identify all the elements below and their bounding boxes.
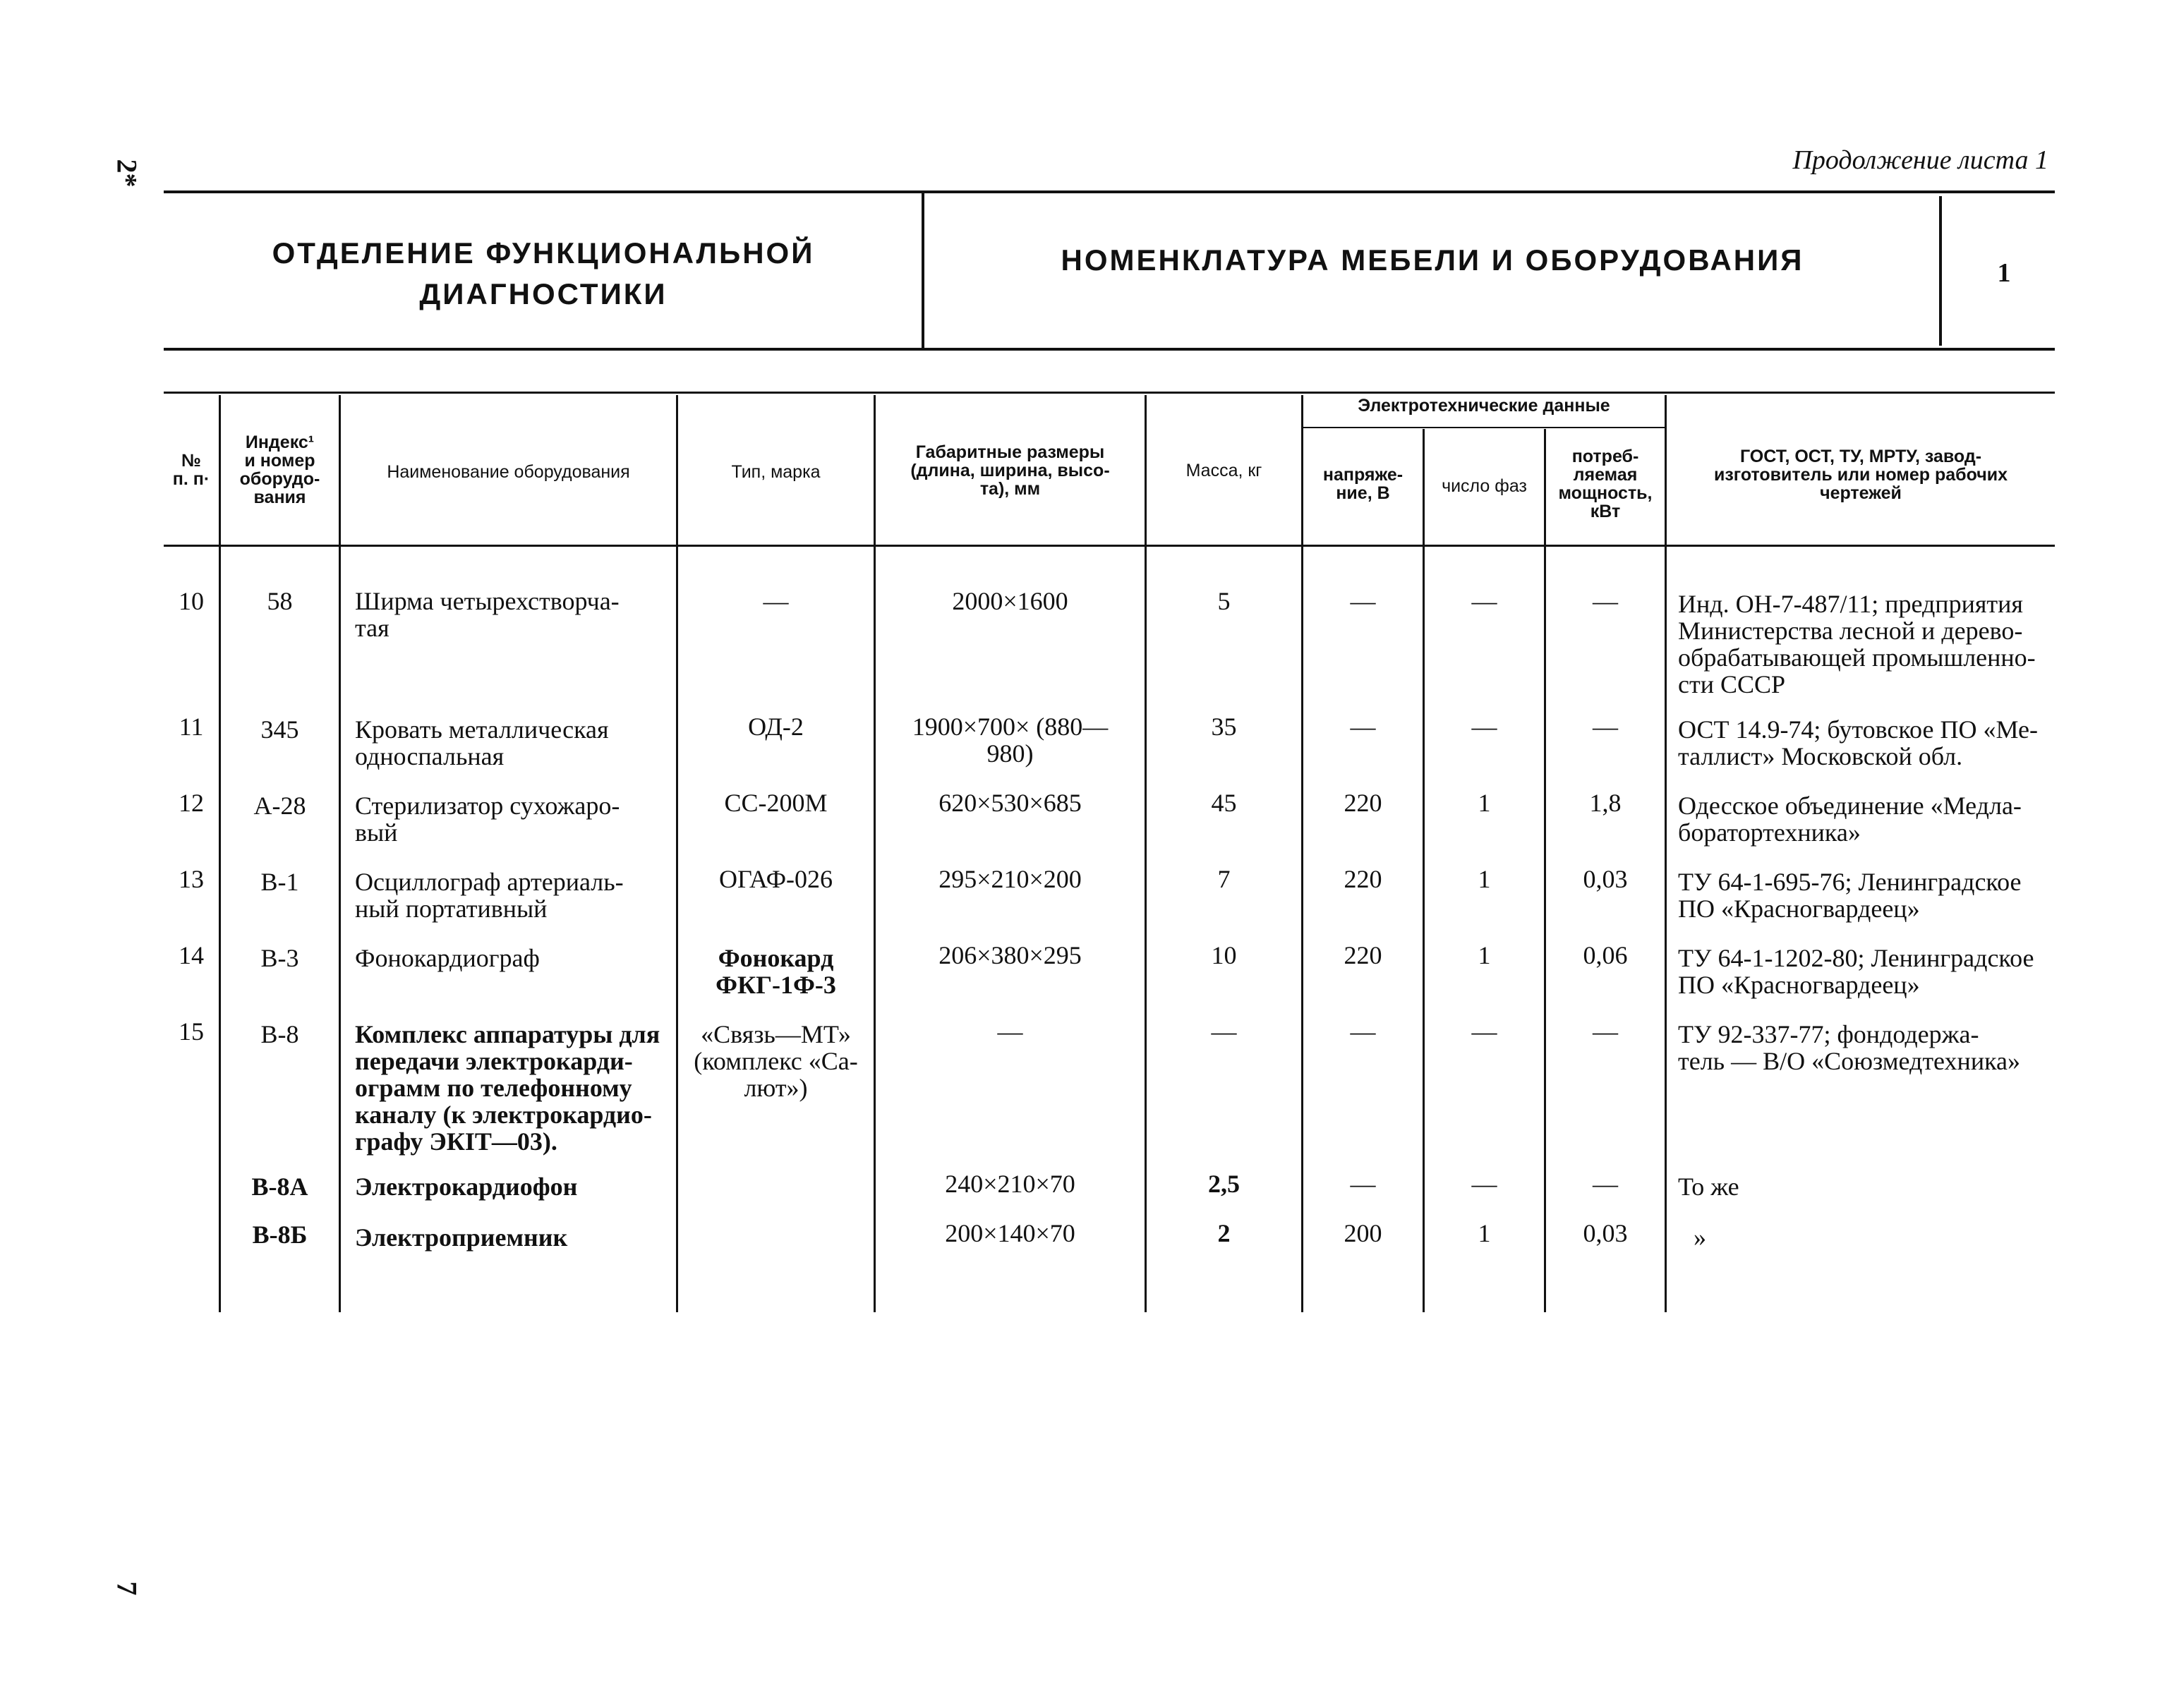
header-index-l2: и номер [244,451,315,471]
header-power [1546,447,1665,521]
row10-mass: 5 [1217,587,1231,615]
header-mass: Масса, кг [1185,461,1262,480]
row11-no: 11 [179,713,204,741]
row14-name [355,945,662,971]
row10-name-l2: тая [355,614,390,642]
row13-name-l1: Осциллограф артериаль- [355,868,624,896]
row10-gost-l1: Инд. ОН-7-487/11; предприятия [1678,590,2023,618]
row14-index: В-3 [260,944,299,972]
row11-gost [1678,716,2059,770]
header-power-l1: потреб- [1571,447,1639,466]
row11-name-l2: односпальная [355,742,505,770]
row15b-gost: » [1694,1223,1706,1252]
row11-gost-l2: таллист» Московской обл. [1678,742,1963,770]
row10-name-l1: Ширма четырехстворча- [355,587,620,615]
row14-type [678,945,874,998]
row13-name [355,868,662,922]
header-gost-l2: изготовитель или номер рабочих [1713,465,2008,485]
row15-name-l5: графу ЭКIТ—03). [355,1127,557,1156]
row15-type [678,1021,874,1101]
row10-gost-l3: обрабатывающей промышленно- [1678,643,2036,672]
row15-no: 15 [179,1017,204,1046]
sheet-number: 1 [1997,258,2011,288]
row15-type-l1: «Связь—МТ» [701,1020,851,1048]
row14-mass: 10 [1211,941,1237,969]
row14-voltage: 220 [1344,941,1382,969]
row15-voltage: — [1350,1017,1376,1046]
row15-power: — [1593,1017,1618,1046]
row14-gost [1678,945,2059,998]
row12-mass: 45 [1211,789,1237,817]
page-number-bottom: 7 [111,1581,143,1596]
row15a-voltage: — [1350,1170,1376,1198]
title-bottom-rule [164,348,2055,351]
col-line-3 [676,395,678,1312]
department-title-line2: ДИАГНОСТИКИ [419,277,668,310]
row11-type: ОД-2 [748,713,804,741]
row13-voltage: 220 [1344,865,1382,893]
header-gost-l3: чертежей [1820,483,1902,503]
row11-dims-l1: 1900×700× (880— [912,713,1109,741]
row12-name-l1: Стерилизатор сухожаро- [355,792,620,820]
header-index [221,433,339,507]
row15-index: В-8 [260,1020,299,1048]
row14-name-l1: Фонокардиограф [355,944,540,972]
row15-gost [1678,1021,2059,1074]
row13-gost-l1: ТУ 64-1-695-76; Ленинградское [1678,868,2022,896]
row15a-phases: — [1471,1170,1497,1198]
row11-name [355,716,662,770]
row10-gost-l2: Министерства лесной и дерево- [1678,617,2023,645]
row14-no: 14 [179,941,204,969]
row12-no: 12 [179,789,204,817]
row15-name-l1: Комплекс аппаратуры для [355,1020,660,1048]
row13-gost-l2: ПО «Красногвардеец» [1678,895,1920,923]
header-dims [876,443,1145,498]
row11-index: 345 [260,715,299,744]
row15b-name: Электроприемник [355,1223,568,1252]
row11-mass: 35 [1211,713,1237,741]
title-divider-1 [922,192,924,349]
row14-power: 0,06 [1583,941,1628,969]
row15-name-l4: каналу (к электрокардио- [355,1101,652,1129]
row15a-power: — [1593,1170,1618,1198]
row11-phases: — [1471,713,1497,741]
title-divider-2 [1939,196,1942,346]
header-power-l3: мощность, [1558,483,1653,503]
row15a-name: Электрокардиофон [355,1173,578,1201]
header-index-l4: вания [253,487,306,507]
row15-mass: — [1211,1017,1237,1046]
row15-gost-l2: тель — В/О «Союзмедтехника» [1678,1047,2021,1075]
row10-no: 10 [179,587,204,615]
col-line-9 [1665,395,1667,1312]
row11-dims [876,713,1145,767]
header-dims-l2: (длина, ширина, высо- [910,461,1110,480]
row15-name-l3: ограмм по телефонному [355,1074,632,1102]
header-voltage-l1: напряже- [1322,465,1404,485]
row12-phases: 1 [1478,789,1491,817]
row12-power: 1,8 [1589,789,1622,817]
row15-name [355,1021,662,1155]
row15a-index: В-8А [251,1173,308,1201]
row14-dims: 206×380×295 [938,941,1082,969]
row15-name-l2: передачи электрокарди- [355,1047,633,1075]
title-top-rule [164,190,2055,193]
table-header-rule [164,545,2055,547]
table-top-rule [164,392,2055,394]
row14-phases: 1 [1478,941,1491,969]
page-number-top: 2* [111,159,143,188]
row14-gost-l1: ТУ 64-1-1202-80; Ленинградское [1678,944,2034,972]
header-power-l4: кВт [1590,502,1621,521]
row13-index: В-1 [260,868,299,896]
row11-gost-l1: ОСТ 14.9-74; бутовское ПО «Ме- [1678,715,2038,744]
row15b-phases: 1 [1478,1219,1491,1247]
header-power-l2: ляемая [1573,465,1638,485]
row11-voltage: — [1350,713,1376,741]
row13-power: 0,03 [1583,865,1628,893]
row15b-index: В-8Б [252,1221,308,1249]
row15a-mass: 2,5 [1208,1170,1240,1198]
header-no [164,452,219,488]
header-index-l1: Индекс¹ [245,432,315,452]
row13-dims: 295×210×200 [938,865,1082,893]
header-no-l2: п. п· [172,469,210,489]
header-voltage [1303,466,1423,502]
header-phases: число фаз [1442,476,1527,496]
row12-gost-l1: Одесское объединение «Медла- [1678,792,2022,820]
department-title [176,233,910,315]
row10-name [355,588,662,641]
row13-gost [1678,868,2059,922]
row12-name-l2: вый [355,818,398,847]
row13-no: 13 [179,865,204,893]
row10-type: — [763,587,789,615]
row15a-dims: 240×210×70 [945,1170,1075,1198]
row10-voltage: — [1350,587,1376,615]
row13-phases: 1 [1478,865,1491,893]
row12-voltage: 220 [1344,789,1382,817]
document-heading: НОМЕНКЛАТУРА МЕБЕЛИ И ОБОРУДОВАНИЯ [1061,243,1804,277]
elec-group-rule [1301,427,1665,428]
header-gost [1667,447,2055,502]
header-name: Наименование оборудования [387,462,630,482]
row10-gost-l4: сти СССР [1678,670,1786,698]
row11-power: — [1593,713,1618,741]
header-elec-group: Электротехнические данные [1358,396,1610,416]
header-no-l1: № [181,451,201,471]
row15-gost-l1: ТУ 92-337-77; фондодержа- [1678,1020,1979,1048]
row10-dims: 2000×1600 [952,587,1068,615]
row10-index: 58 [267,587,293,615]
row15b-dims: 200×140×70 [945,1219,1075,1247]
row15b-power: 0,03 [1583,1219,1628,1247]
row11-name-l1: Кровать металлическая [355,715,609,744]
row12-gost-l2: боратортехника» [1678,818,1861,847]
department-title-line1: ОТДЕЛЕНИЕ ФУНКЦИОНАЛЬНОЙ [272,236,815,269]
row15-type-l3: лют») [744,1074,808,1102]
header-index-l3: оборудо- [239,469,320,489]
continuation-label: Продолжение листа 1 [1792,145,2048,175]
row15b-mass: 2 [1217,1219,1231,1247]
row14-gost-l2: ПО «Красногвардеец» [1678,971,1920,999]
header-voltage-l2: ние, В [1336,483,1390,503]
row15a-gost: То же [1678,1173,1739,1201]
header-dims-l3: та), мм [979,479,1041,499]
row13-name-l2: ный портативный [355,895,548,923]
row10-gost [1678,590,2059,698]
row15-type-l2: (комплекс «Са- [694,1047,858,1075]
row10-phases: — [1471,587,1497,615]
header-gost-l1: ГОСТ, ОСТ, ТУ, МРТУ, завод- [1739,447,1982,466]
row15-dims: — [997,1017,1023,1046]
row15-phases: — [1471,1017,1497,1046]
row14-type-l2: ФКГ-1Ф-3 [716,971,836,999]
row13-type: ОГАФ-026 [718,865,833,893]
row13-mass: 7 [1217,865,1231,893]
col-line-2 [339,395,341,1312]
row15b-voltage: 200 [1344,1219,1382,1247]
row12-type: СС-200М [724,789,828,817]
row10-power: — [1593,587,1618,615]
row14-type-l1: Фонокард [718,944,834,972]
row12-name [355,792,662,846]
row12-gost [1678,792,2059,846]
header-type: Тип, марка [731,462,821,482]
row12-dims: 620×530×685 [938,789,1082,817]
header-dims-l1: Габаритные размеры [915,442,1105,462]
row11-dims-l2: 980) [986,739,1034,768]
row12-index: А-28 [253,792,306,820]
